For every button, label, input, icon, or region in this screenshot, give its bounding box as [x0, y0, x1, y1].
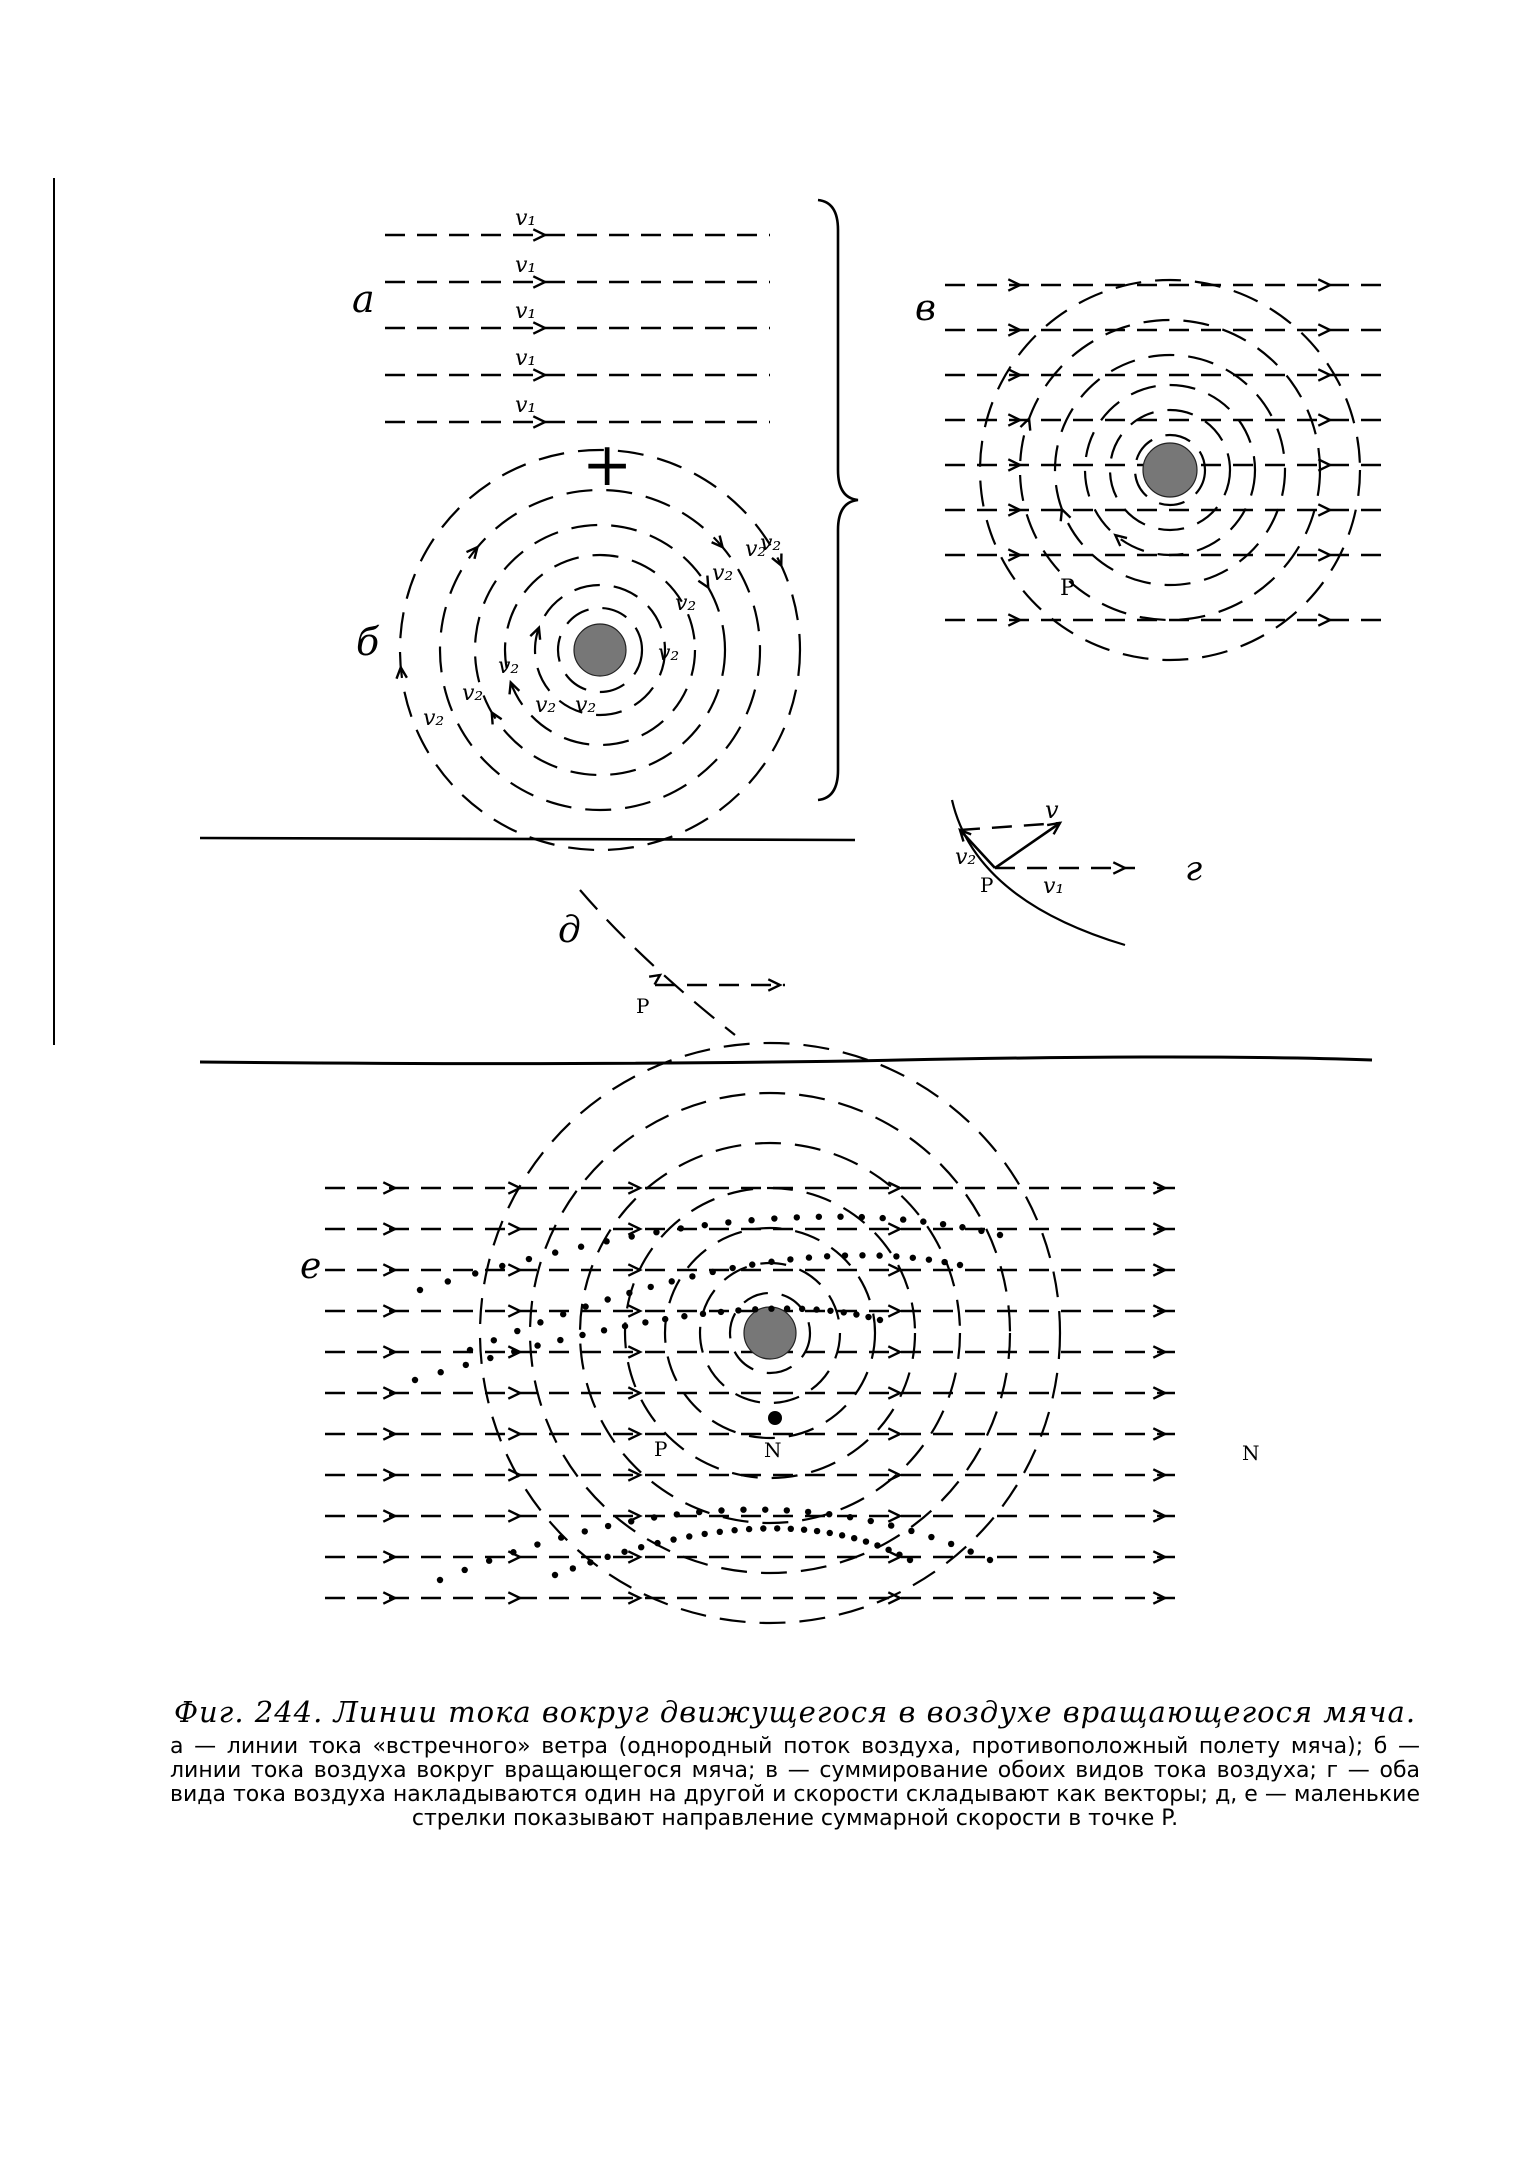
streamline-dot — [700, 1311, 706, 1317]
arrow-head — [533, 369, 545, 380]
divider-upper — [200, 838, 855, 840]
streamline-dot — [749, 1261, 755, 1267]
velocity-label-v1: v₁ — [1043, 874, 1065, 899]
streamline-dot — [787, 1256, 793, 1262]
streamline-dot — [827, 1308, 833, 1314]
streamline-dot — [603, 1238, 609, 1244]
streamline-dot — [814, 1528, 820, 1534]
streamline-dot — [813, 1306, 819, 1312]
ball — [1143, 443, 1197, 497]
streamline-dot — [806, 1254, 812, 1260]
streamline-dot — [774, 1525, 780, 1531]
panel-d-resultant-direction — [580, 890, 785, 1035]
streamline-dot — [718, 1309, 724, 1315]
streamline-dot — [839, 1532, 845, 1538]
arrow-head — [533, 229, 545, 240]
streamline-dot — [560, 1311, 566, 1317]
streamline-dot — [578, 1244, 584, 1250]
arrow-head — [1318, 369, 1330, 380]
brace — [818, 200, 858, 800]
point-p-label: P — [980, 873, 994, 897]
streamline-dot — [885, 1547, 891, 1553]
velocity-label-v2: v₂ — [575, 693, 597, 718]
arrow-head — [649, 975, 660, 985]
velocity-label-v: v — [1045, 796, 1059, 824]
streamline-dot — [486, 1558, 492, 1564]
panel-label-b: б — [356, 620, 380, 664]
streamline-dot — [731, 1527, 737, 1533]
velocity-label-v1: v₁ — [515, 393, 537, 418]
arrow-head — [888, 1182, 900, 1193]
streamline-dot — [579, 1332, 585, 1338]
streamline-dot — [851, 1535, 857, 1541]
velocity-label-v2: v₂ — [745, 537, 767, 562]
panel-label-e: е — [300, 1246, 322, 1287]
ball — [744, 1307, 796, 1359]
streamline-dot — [558, 1534, 564, 1540]
streamline-dot — [678, 1225, 684, 1231]
point-p-label: P — [654, 1437, 668, 1461]
point-n-label: N — [764, 1438, 782, 1462]
panel-label-a: а — [352, 277, 375, 321]
streamline-dot — [605, 1523, 611, 1529]
streamline-dot — [537, 1319, 543, 1325]
arrow-head — [888, 1223, 900, 1234]
streamline-dot — [718, 1507, 724, 1513]
resultant-vector — [995, 823, 1060, 868]
streamline-dot — [642, 1319, 648, 1325]
streamline-dot — [837, 1213, 843, 1219]
arrow-head — [492, 713, 502, 725]
panel-g-vector-addition — [952, 796, 1135, 945]
streamline-dot — [570, 1565, 576, 1571]
streamline-dot — [816, 1214, 822, 1220]
streamline-dot — [967, 1548, 973, 1554]
arrow-head — [1318, 549, 1330, 560]
streamline-dot — [510, 1549, 516, 1555]
streamline-dot — [908, 1528, 914, 1534]
streamline-dot — [877, 1317, 883, 1323]
plus-sign: + — [582, 430, 633, 500]
streamline-dot — [604, 1554, 610, 1560]
ball — [574, 624, 626, 676]
streamline-dot — [557, 1337, 563, 1343]
streamline-dot — [794, 1214, 800, 1220]
streamline-dot — [978, 1228, 984, 1234]
streamline-dot — [526, 1256, 532, 1262]
streamline-dot — [669, 1278, 675, 1284]
streamline-dot — [784, 1507, 790, 1513]
streamline-dot — [799, 1306, 805, 1312]
streamline-dot — [601, 1327, 607, 1333]
panel-e-combined-streamlines — [325, 1043, 1260, 1623]
figure-caption — [170, 1695, 1420, 1831]
streamline-dot — [651, 1514, 657, 1520]
velocity-label-v2: v₂ — [675, 591, 697, 616]
arrow-head — [508, 1510, 520, 1521]
streamline-dot — [648, 1284, 654, 1290]
streamline-dot — [948, 1541, 954, 1547]
arrow-head — [1318, 614, 1330, 625]
streamline-dot — [896, 1551, 902, 1557]
velocity-label-v2: v₂ — [462, 681, 484, 706]
streamline-dot — [552, 1249, 558, 1255]
streamline-dot — [472, 1270, 478, 1276]
streamline-dot — [746, 1526, 752, 1532]
streamline-dot — [622, 1323, 628, 1329]
streamline-dot — [874, 1542, 880, 1548]
streamline-dot — [801, 1526, 807, 1532]
arrow-head — [508, 1305, 520, 1316]
arrow-head — [888, 1305, 900, 1316]
streamline-dot — [863, 1538, 869, 1544]
streamline-dot — [438, 1369, 444, 1375]
streamline-dot — [827, 1530, 833, 1536]
streamline-dot — [748, 1217, 754, 1223]
streamline-dot — [926, 1256, 932, 1262]
streamline-dot — [907, 1557, 913, 1563]
panel-label-v: в — [915, 288, 936, 329]
streamline-arc — [952, 800, 1125, 945]
velocity-label-v2: v₂ — [535, 693, 557, 718]
streamline-dot — [514, 1328, 520, 1334]
streamline-dot — [628, 1518, 634, 1524]
velocity-label-v1: v₁ — [515, 299, 537, 324]
streamline-dot — [511, 1348, 517, 1354]
streamline-dot — [552, 1572, 558, 1578]
streamline-dot — [681, 1313, 687, 1319]
streamline-dot — [412, 1377, 418, 1383]
streamline-dot — [725, 1219, 731, 1225]
streamline-dot — [638, 1544, 644, 1550]
streamline-dot — [702, 1222, 708, 1228]
streamline-dot — [920, 1218, 926, 1224]
streamline-dot — [876, 1252, 882, 1258]
streamline-dot — [654, 1540, 660, 1546]
streamline-dot — [717, 1529, 723, 1535]
streamline-dot — [859, 1214, 865, 1220]
streamline-dot — [928, 1534, 934, 1540]
streamline-dot — [957, 1262, 963, 1268]
streamline-dot — [674, 1511, 680, 1517]
velocity-label-v2: v₂ — [423, 706, 445, 731]
velocity-label-v2: v₂ — [658, 641, 680, 666]
streamline-dot — [653, 1229, 659, 1235]
streamline-dot — [768, 1259, 774, 1265]
arrow-head — [533, 276, 545, 287]
velocity-label-v2: v₂ — [712, 561, 734, 586]
streamline-dot — [762, 1506, 768, 1512]
velocity-label-v1: v₁ — [515, 206, 537, 231]
streamline-dot — [859, 1252, 865, 1258]
velocity-label-v1: v₁ — [515, 346, 537, 371]
streamline-dot — [847, 1514, 853, 1520]
streamline-dot — [853, 1311, 859, 1317]
circular-streamline — [580, 890, 735, 1035]
panel-label-d: д — [558, 910, 581, 951]
streamline-dot — [461, 1567, 467, 1573]
velocity-label-v2: v₂ — [760, 531, 782, 556]
streamline-dot — [868, 1518, 874, 1524]
velocity-label-v1: v₁ — [515, 253, 537, 278]
streamline-dot — [534, 1541, 540, 1547]
panel-v-superposition — [945, 279, 1385, 660]
streamline-dot — [686, 1533, 692, 1539]
streamline-dot — [670, 1536, 676, 1542]
arrow-head — [1318, 414, 1330, 425]
streamline-dot — [893, 1253, 899, 1259]
arrow-head — [508, 1223, 520, 1234]
streamline-dot — [959, 1224, 965, 1230]
arrow-head — [1318, 279, 1330, 290]
streamline-dot — [587, 1559, 593, 1565]
streamline-dot — [997, 1232, 1003, 1238]
streamline-dot — [752, 1306, 758, 1312]
arrow-head — [1318, 504, 1330, 515]
streamline-dot — [491, 1337, 497, 1343]
streamline-dot — [445, 1278, 451, 1284]
streamline-dot — [662, 1316, 668, 1322]
point-p-label: P — [636, 994, 650, 1018]
panel-a-uniform-flow — [385, 206, 770, 428]
arrow-head — [698, 576, 708, 588]
arrow-head — [508, 1264, 520, 1275]
arrow-head — [533, 322, 545, 333]
streamline-dot — [768, 1306, 774, 1312]
arrow-head — [533, 416, 545, 427]
streamline-dot — [879, 1215, 885, 1221]
point-n-label: N — [1242, 1441, 1260, 1465]
caption-title: Фиг. 244. Линии тока вокруг движущегося в воздухе вращающегося мяча. — [173, 1695, 1417, 1729]
streamline-dot — [729, 1265, 735, 1271]
streamline-dot — [735, 1307, 741, 1313]
streamline-dot — [710, 1269, 716, 1275]
arrow-head — [1318, 324, 1330, 335]
parallelogram-edge — [960, 823, 1060, 830]
streamline-dot — [841, 1309, 847, 1315]
panel-b-rotating-ball — [397, 450, 800, 850]
streamline-dot — [463, 1362, 469, 1368]
streamline-dot — [701, 1531, 707, 1537]
streamline-dot — [805, 1509, 811, 1515]
arrow-head — [888, 1428, 900, 1439]
streamline-dot — [771, 1215, 777, 1221]
streamline-dot — [788, 1526, 794, 1532]
streamline-dot — [824, 1253, 830, 1259]
arrow-head — [508, 1387, 520, 1398]
streamline-dot — [740, 1506, 746, 1512]
streamline-dot — [437, 1577, 443, 1583]
streamline-dot — [760, 1525, 766, 1531]
streamline-dot — [888, 1522, 894, 1528]
streamline-dot — [784, 1305, 790, 1311]
caption-body: а — линии тока «встречного» ветра (однородный поток воздуха, противоположный полету мяча); б — линии тока воздуха вокруг вращающегося мяча; в — суммирование обоих видов тока воздуха; г — оба вида тока воздуха накладываются один на другой и скорости складывают как векторы; д, е — маленькие стрелки показывают направление суммарной скорости в точке P. — [170, 1734, 1420, 1831]
streamline-dot — [499, 1263, 505, 1269]
streamline-dot — [900, 1216, 906, 1222]
streamline-dot — [467, 1347, 473, 1353]
velocity-label-v2: v₂ — [498, 654, 520, 679]
arrow-head — [888, 1510, 900, 1521]
arrow-head — [1061, 509, 1071, 521]
streamline-dot — [582, 1528, 588, 1534]
streamline-dot — [865, 1314, 871, 1320]
streamline-dot — [621, 1549, 627, 1555]
streamline-dot — [842, 1252, 848, 1258]
point-n-marker — [768, 1411, 782, 1425]
streamline-dot — [604, 1296, 610, 1302]
streamline-dot — [582, 1303, 588, 1309]
streamline-dot — [987, 1557, 993, 1563]
streamline-dot — [534, 1342, 540, 1348]
arrow-head — [1113, 862, 1125, 873]
streamline-dot — [417, 1287, 423, 1293]
streamline-dot — [626, 1290, 632, 1296]
point-p-label: P — [1060, 576, 1075, 601]
panel-label-g: г — [1185, 849, 1203, 889]
streamline-dot — [629, 1233, 635, 1239]
velocity-label-v2: v₂ — [955, 845, 977, 870]
streamline-dot — [826, 1511, 832, 1517]
streamline-dot — [487, 1355, 493, 1361]
streamline-dot — [696, 1509, 702, 1515]
arrow-head — [508, 1592, 520, 1603]
streamline-dot — [941, 1259, 947, 1265]
arrow-head — [888, 1346, 900, 1357]
divider-lower — [200, 1057, 1372, 1064]
arrow-head — [508, 1428, 520, 1439]
streamline-dot — [910, 1255, 916, 1261]
streamline-dot — [940, 1221, 946, 1227]
arrow-head — [888, 1387, 900, 1398]
streamline-dot — [689, 1273, 695, 1279]
